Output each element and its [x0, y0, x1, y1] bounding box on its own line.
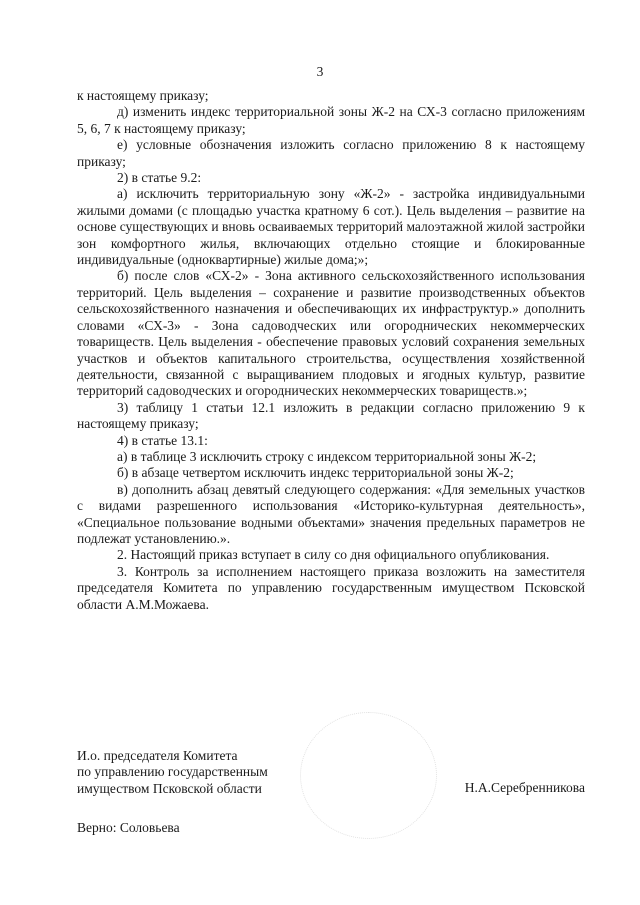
paragraph: 3) таблицу 1 статьи 12.1 изложить в редакции согласно приложению 9 к настоящему приказу; [77, 399, 585, 432]
verification-note: Верно: Соловьева [77, 820, 180, 835]
paragraph: б) после слов «СХ-2» - Зона активного сельскохозяйственного использования территорий. Цель выделения – сохранение и развитие производственных объектов сельскохозяйственного назначения и обеспечивающих их инфраструктур.» дополнить словами «СХ-3» - Зона садоводческих или огороднических некоммерческих товариществ. Цель выделения - обеспечение правовых условий сохранения земельных участков и объектов капитального строительства, осуществления хозяйственной деятельности, связанной с выращиванием плодовых и ягодных культур, развитие территорий садоводческих и огороднических некоммерческих товариществ.»; [77, 268, 585, 399]
signatory-title-line-2: по управлению государственным [77, 764, 268, 780]
paragraph: в) дополнить абзац девятый следующего содержания: «Для земельных участков с видами разрешенного использования «Историко-культурная деятельность», «Специальное пользование водными объектами» значения предельных параметров не подлежат установлению.». [77, 481, 585, 546]
signatory-title-line-1: И.о. председателя Комитета [77, 748, 238, 763]
signatory-name: Н.А.Серебренникова [464, 780, 585, 795]
signatory-title-line-3: имуществом Псковской области [77, 780, 262, 796]
paragraph: д) изменить индекс территориальной зоны Ж-2 на СХ-3 согласно приложениям 5, 6, 7 к настоящему приказу; [77, 104, 585, 136]
document-body [77, 88, 585, 613]
paragraph: а) в таблице 3 исключить строку с индексом территориальной зоны Ж-2; [117, 448, 537, 464]
paragraph: 4) в статье 13.1: [117, 432, 208, 448]
paragraph: 2. Настоящий приказ вступает в силу со дня официального опубликования. [117, 547, 550, 563]
paragraph: а) исключить территориальную зону «Ж-2» - застройка индивидуальными жилыми домами (с площадью участка кратному 6 сот.). Цель выделения – развитие на основе существующих и вновь осваиваемых территорий малоэтажной жилой застройки зон комфортного жилья, включающих отдельно стоящие и блокированные индивидуальные (одноквартирные) жилые дома;»; [77, 186, 585, 268]
signature-block [77, 748, 585, 797]
paragraph: к настоящему приказу; [77, 88, 209, 103]
paragraph: б) в абзаце четвертом исключить индекс территориальной зоны Ж-2; [117, 465, 514, 481]
paragraph: 2) в статье 9.2: [117, 170, 202, 186]
paragraph: е) условные обозначения изложить согласно приложению 8 к настоящему приказу; [77, 137, 585, 169]
page-number: 3 [316, 64, 324, 79]
paragraph: 3. Контроль за исполнением настоящего приказа возложить на заместителя председателя Комитета по управлению государственным имуществом Псковской области А.М.Можаева. [77, 563, 585, 612]
